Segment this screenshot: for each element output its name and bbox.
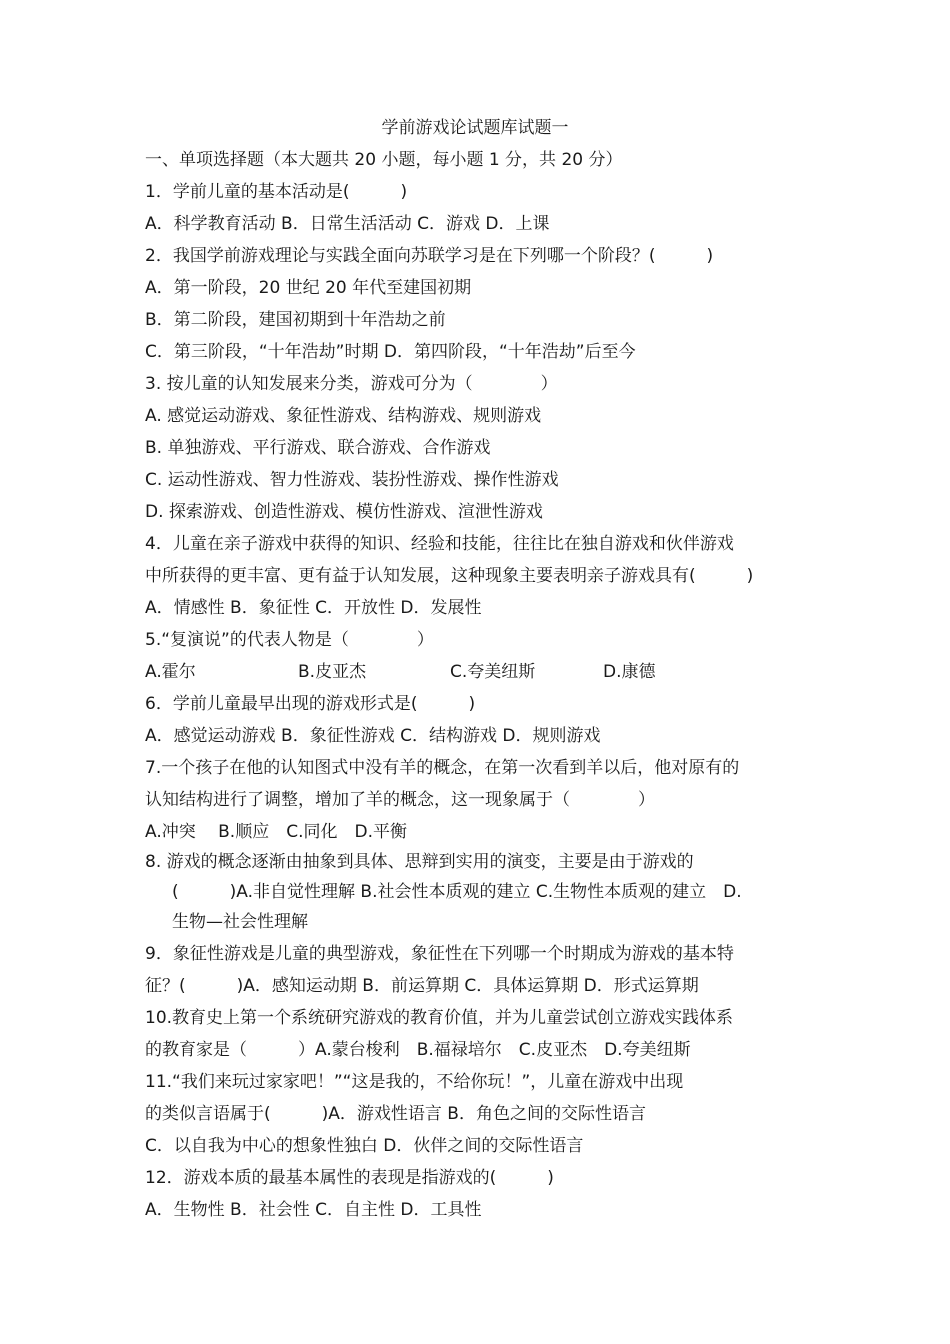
text-line: C. 运动性游戏、智力性游戏、装扮性游戏、操作性游戏 (145, 470, 559, 490)
text-line: 4．儿童在亲子游戏中获得的知识、经验和技能，往往比在独自游戏和伙伴游戏 (145, 534, 734, 554)
document-title: 学前游戏论试题库试题一 (381, 118, 569, 138)
text-line: A．生物性 B．社会性 C．自主性 D．工具性 (145, 1200, 482, 1220)
q5-option-c: C.夸美纽斯 (450, 662, 536, 682)
text-line: A. 感觉运动游戏、象征性游戏、结构游戏、规则游戏 (145, 406, 542, 426)
text-line: 9．象征性游戏是儿童的典型游戏，象征性在下列哪一个时期成为游戏的基本特 (145, 944, 734, 964)
text-line: 的教育家是（ ）A.蒙台梭利 B.福禄培尔 C.皮亚杰 D.夸美纽斯 (145, 1040, 691, 1060)
text-line: B．第二阶段，建国初期到十年浩劫之前 (145, 310, 446, 330)
text-line: D. 探索游戏、创造性游戏、模仿性游戏、渲泄性游戏 (145, 502, 543, 522)
text-line: C．以自我为中心的想象性独白 D．伙伴之间的交际性语言 (145, 1136, 584, 1156)
text-line: A．科学教育活动 B．日常生活活动 C．游戏 D．上课 (145, 214, 550, 234)
text-line: 7.一个孩子在他的认知图式中没有羊的概念，在第一次看到羊以后，他对原有的 (145, 758, 740, 778)
text-line: 12．游戏本质的最基本属性的表现是指游戏的( ) (145, 1168, 554, 1188)
text-line: 11.“我们来玩过家家吧！”“这是我的，不给你玩！”，儿童在游戏中出现 (145, 1072, 684, 1092)
text-line: 中所获得的更丰富、更有益于认知发展，这种现象主要表明亲子游戏具有( ) (145, 566, 754, 586)
text-line: 征？( )A．感知运动期 B．前运算期 C．具体运算期 D．形式运算期 (145, 976, 699, 996)
q5-option-d: D.康德 (603, 662, 656, 682)
text-line: 3. 按儿童的认知发展来分类，游戏可分为（ ） (145, 374, 558, 394)
q5-option-b: B.皮亚杰 (298, 662, 367, 682)
text-line: A．情感性 B．象征性 C．开放性 D．发展性 (145, 598, 482, 618)
text-line: A．感觉运动游戏 B．象征性游戏 C．结构游戏 D．规则游戏 (145, 726, 601, 746)
text-line: B. 单独游戏、平行游戏、联合游戏、合作游戏 (145, 438, 491, 458)
text-line: 2．我国学前游戏理论与实践全面向苏联学习是在下列哪一个阶段？( ) (145, 246, 714, 266)
text-line: 的类似言语属于( )A．游戏性语言 B．角色之间的交际性语言 (145, 1104, 646, 1124)
text-line: C．第三阶段，“十年浩劫”时期 D．第四阶段，“十年浩劫”后至今 (145, 342, 636, 362)
text-line: 5.“复演说”的代表人物是（ ） (145, 630, 434, 650)
text-line: 认知结构进行了调整，增加了羊的概念，这一现象属于（ ） (145, 790, 655, 810)
text-line: 6．学前儿童最早出现的游戏形式是( ) (145, 694, 476, 714)
text-line: A．第一阶段，20 世纪 20 年代至建国初期 (145, 278, 472, 298)
text-line: 10.教育史上第一个系统研究游戏的教育价值，并为儿童尝试创立游戏实践体系 (145, 1008, 734, 1028)
text-line: 8. 游戏的概念逐渐由抽象到具体、思辩到实用的演变，主要是由于游戏的 (145, 852, 694, 872)
text-line: ( )A.非自觉性理解 B.社会性本质观的建立 C.生物性本质观的建立 D. (172, 882, 742, 902)
section-heading: 一、单项选择题（本大题共 20 小题，每小题 1 分，共 20 分） (145, 150, 623, 170)
text-line: 1．学前儿童的基本活动是( ) (145, 182, 408, 202)
q5-option-a: A.霍尔 (145, 662, 196, 682)
text-line: 生物—社会性理解 (172, 912, 308, 932)
text-line: A.冲突 B.顺应 C.同化 D.平衡 (145, 822, 407, 842)
